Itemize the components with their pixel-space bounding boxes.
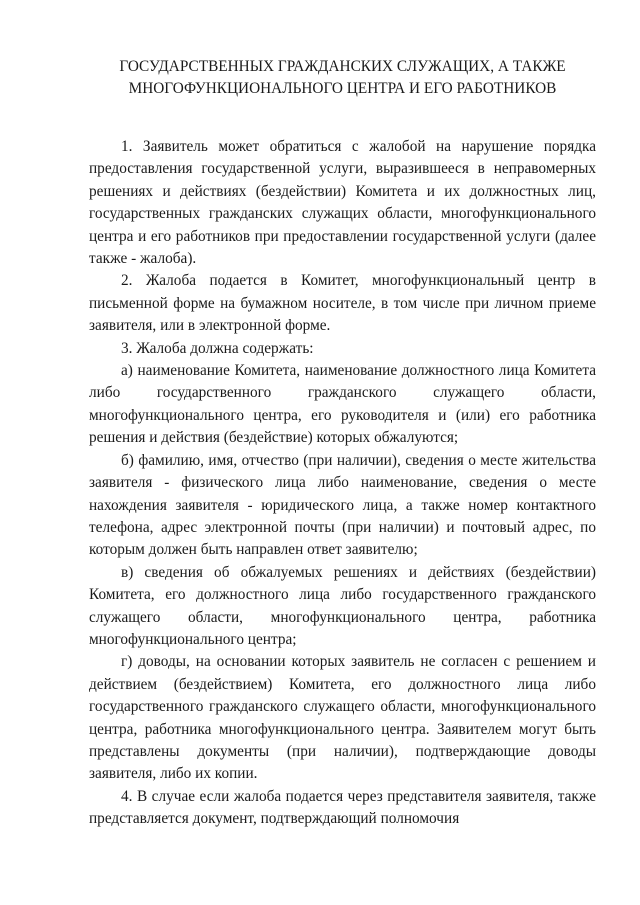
paragraph-3a: а) наименование Комитета, наименование должностного лица Комитета либо государственного гражданского служащего области, многофункционального центра, его руководителя и (или) его работника решения и действия (бездействие) которых обжалуются; — [89, 362, 596, 447]
paragraph-3: 3. Жалоба должна содержать: — [121, 339, 314, 357]
heading-line-2: МНОГОФУНКЦИОНАЛЬНОГО ЦЕНТРА И ЕГО РАБОТНИКОВ — [128, 80, 557, 97]
paragraph-3b: б) фамилию, имя, отчество (при наличии), сведения о месте жительства заявителя - физического лица либо наименование, сведения о месте нахождения заявителя - юридического лица, а также номер контактного телефона, адрес электронной почты (при наличии) и почтовый адрес, по которым должен быть направлен ответ заявителю; — [89, 451, 596, 559]
paragraph-2: 2. Жалоба подается в Комитет, многофункциональный центр в письменной форме на бумажном носителе, в том числе при личном приеме заявителя, или в электронной форме. — [89, 272, 596, 335]
document-body — [89, 136, 596, 831]
heading-line-1: ГОСУДАРСТВЕННЫХ ГРАЖДАНСКИХ СЛУЖАЩИХ, А ТАКЖЕ — [119, 58, 566, 75]
paragraph-3d: г) доводы, на основании которых заявитель не согласен с решением и действием (бездействием) Комитета, его должностного лица либо государственного гражданского служащего области, многофункционального центра, работника многофункционального центра. Заявителем могут быть представлены документы (при наличии), подтверждающие доводы заявителя, либо их копии. — [89, 653, 596, 783]
paragraph-1: 1. Заявитель может обратиться с жалобой на нарушение порядка предоставления государственной услуги, выразившееся в неправомерных решениях и действиях (бездействии) Комитета и их должностных лиц, государственных гражданских служащих области, многофункционального центра и его работников при предоставлении государственной услуги (далее также - жалоба). — [89, 138, 596, 268]
paragraph-4: 4. В случае если жалоба подается через представителя заявителя, также представляется документ, подтверждающий полномочия — [89, 787, 596, 828]
paragraph-3c: в) сведения об обжалуемых решениях и действиях (бездействии) Комитета, его должностного лица либо государственного гражданского служащего области, многофункционального центра, работника многофункционального центра; — [89, 563, 596, 648]
section-heading — [89, 56, 596, 100]
